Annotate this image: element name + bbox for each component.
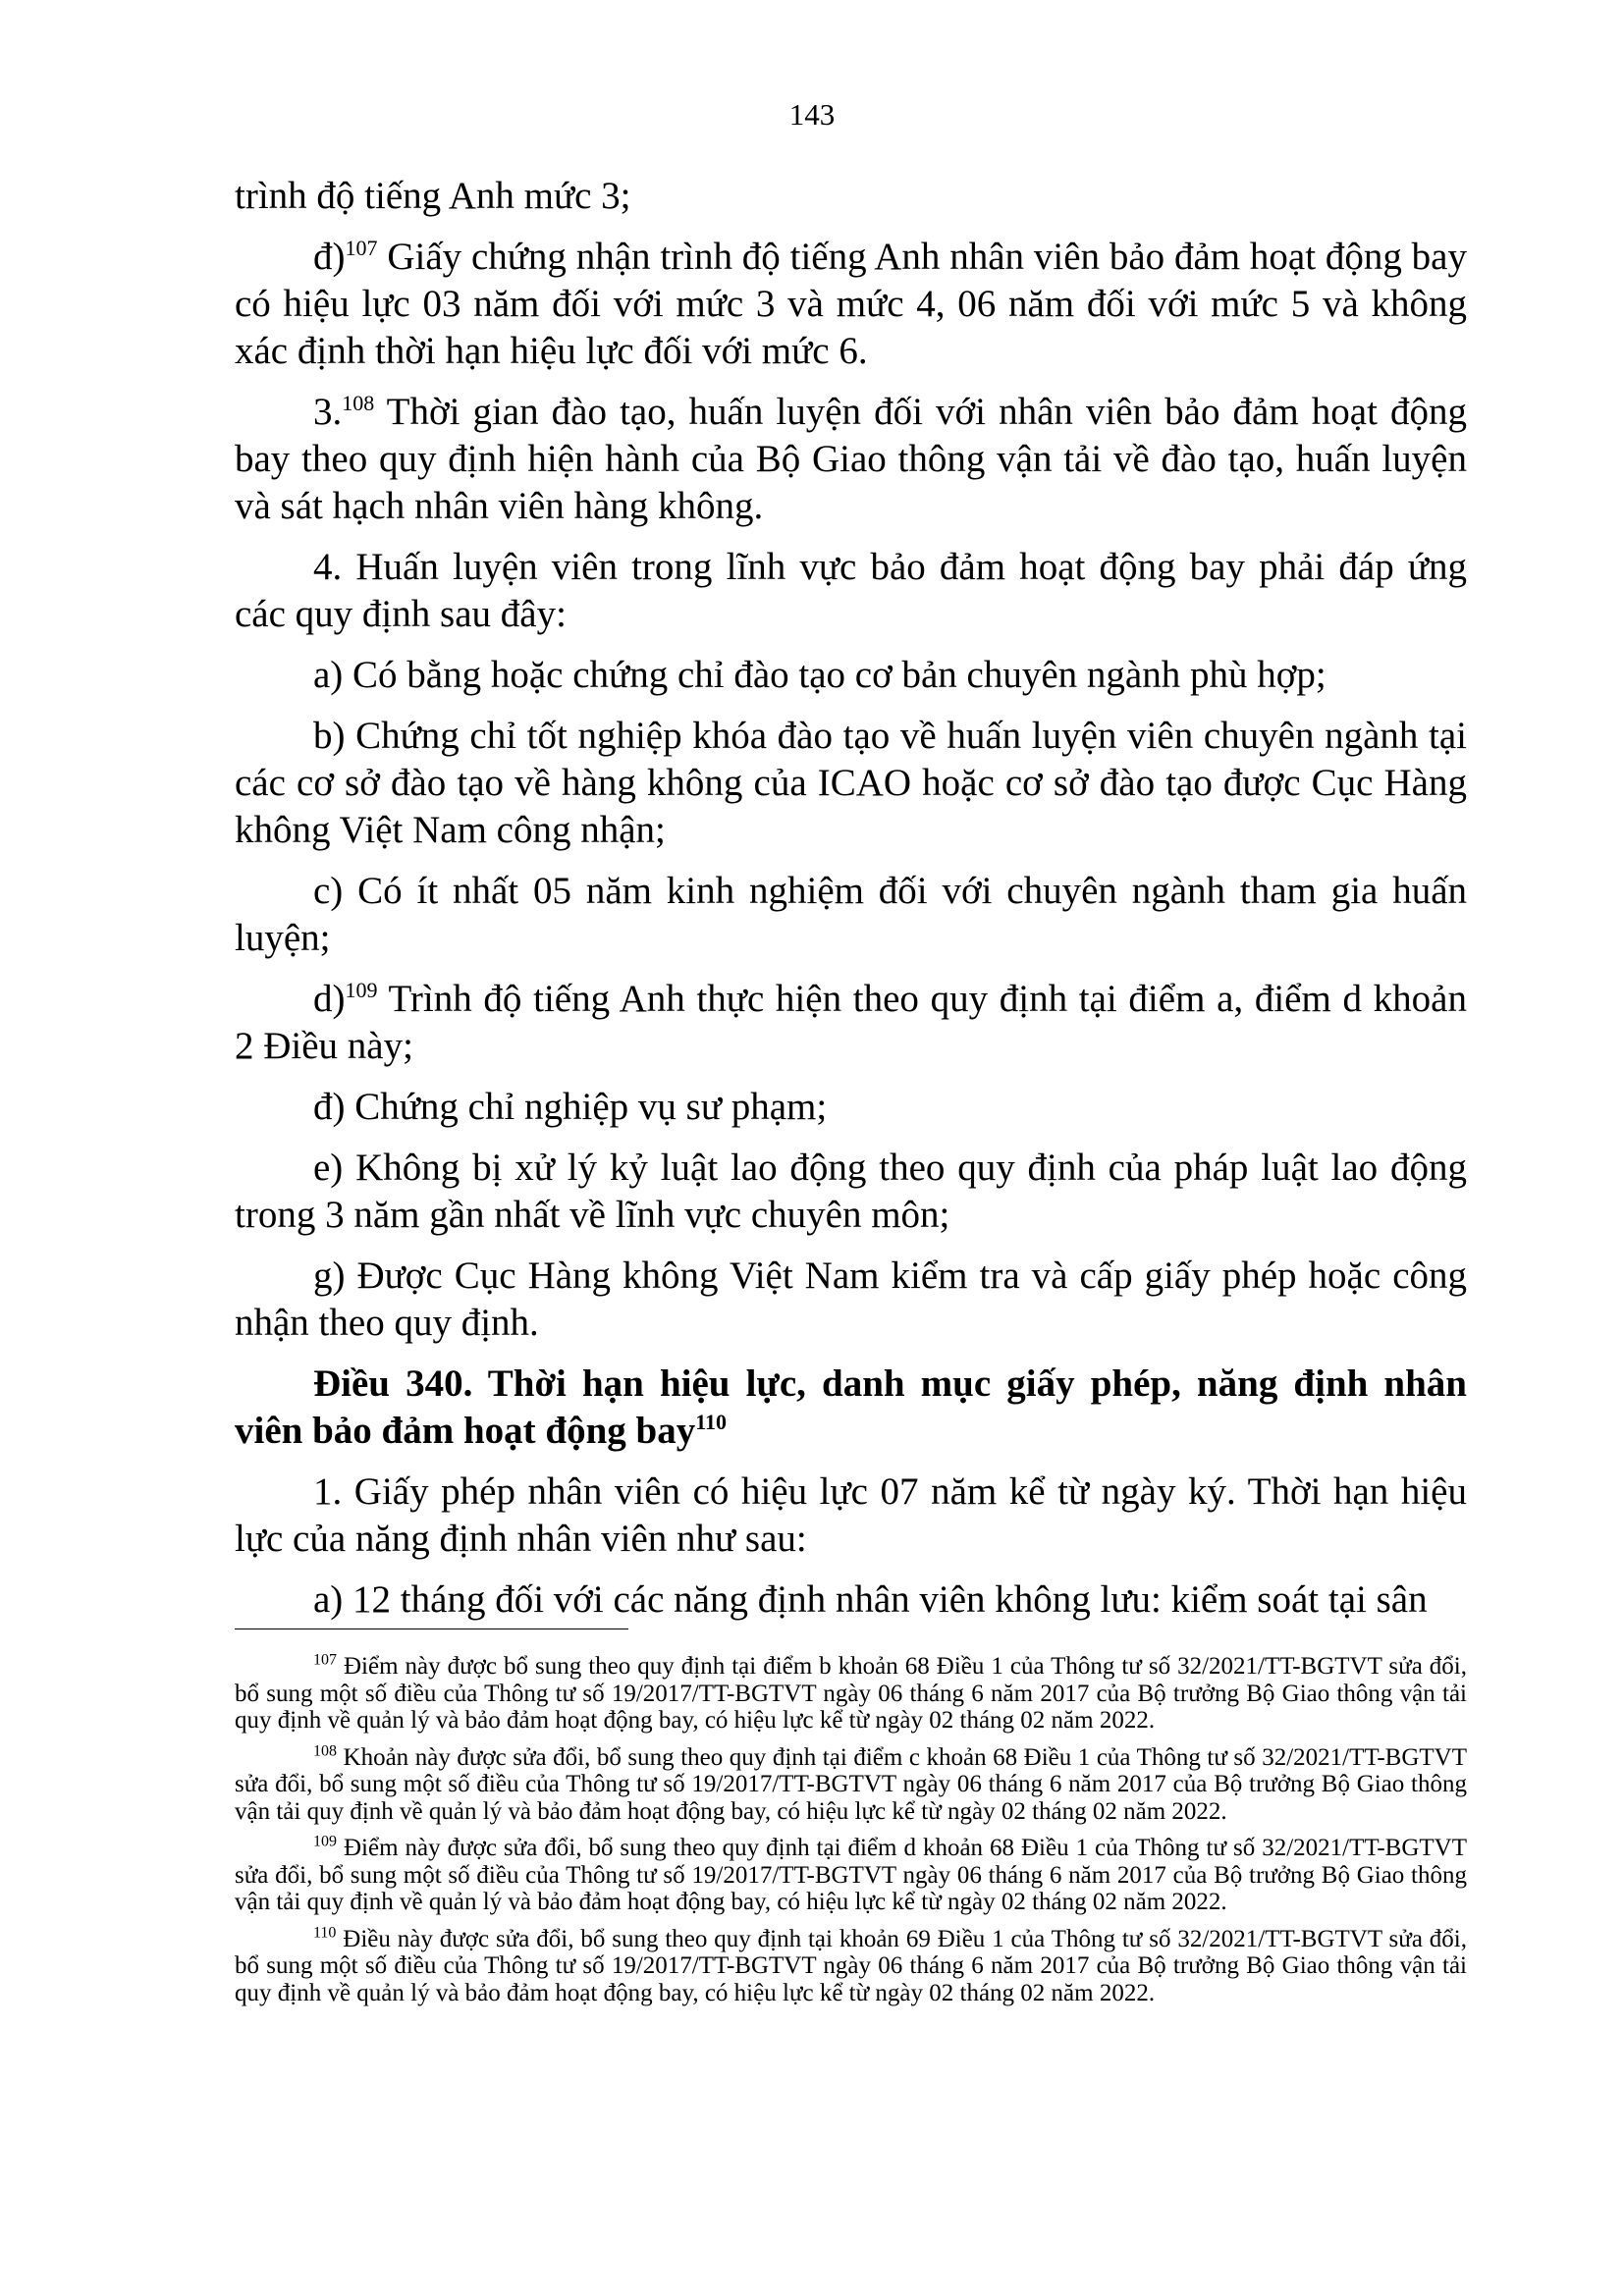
paragraph	[235, 234, 1467, 375]
paragraph	[235, 1084, 1467, 1131]
footnote-number: 109	[313, 1833, 337, 1850]
paragraph-prefix: d)	[313, 978, 346, 1020]
paragraph-text: a) 12 tháng đối với các năng định nhân viên không lưu: kiểm soát tại sân	[313, 1578, 1428, 1621]
footnote	[235, 1653, 1467, 1735]
paragraph	[235, 1468, 1467, 1563]
paragraph-text: Trình độ tiếng Anh thực hiện theo quy định tại điểm a, điểm d khoản 2 Điều này;	[235, 978, 1467, 1067]
footnote-text: Điểm này được bổ sung theo quy định tại điểm b khoản 68 Điều 1 của Thông tư số 32/2021/TT-BGTVT sửa đổi, bổ sung một số điều của Thông tư số 19/2017/TT-BGTVT ngày 06 tháng 6 năm 2017 của Bộ trưởng Bộ Giao thông vận tải quy định về quản lý và bảo đảm hoạt động bay, có hiệu lực kể từ ngày 02 tháng 02 năm 2022.	[235, 1653, 1467, 1734]
paragraph-text: 4. Huấn luyện viên trong lĩnh vực bảo đảm hoạt động bay phải đáp ứng các quy định sau đây:	[235, 546, 1467, 635]
footnotes	[235, 1653, 1467, 2016]
paragraph-text: e) Không bị xử lý kỷ luật lao động theo quy định của pháp luật lao động trong 3 năm gần nhất về lĩnh vực chuyên môn;	[235, 1147, 1467, 1236]
footnote-text: Khoản này được sửa đổi, bổ sung theo quy định tại điểm c khoản 68 Điều 1 của Thông tư số 32/2021/TT-BGTVT sửa đổi, bổ sung một số điều của Thông tư số 19/2017/TT-BGTVT ngày 06 tháng 6 năm 2017 của Bộ trưởng Bộ Giao thông vận tải quy định về quản lý và bảo đảm hoạt động bay, có hiệu lực kể từ ngày 02 tháng 02 năm 2022.	[235, 1743, 1467, 1825]
footnote-ref[interactable]: 108	[342, 391, 375, 415]
paragraph	[235, 868, 1467, 962]
paragraph-text: a) Có bằng hoặc chứng chỉ đào tạo cơ bản chuyên ngành phù hợp;	[313, 654, 1326, 696]
paragraph-text: đ) Chứng chỉ nghiệp vụ sư phạm;	[313, 1086, 828, 1128]
paragraph-text: g) Được Cục Hàng không Việt Nam kiểm tra và cấp giấy phép hoặc công nhận theo quy định.	[235, 1255, 1467, 1344]
article-heading	[235, 1361, 1467, 1455]
footnote	[235, 1835, 1467, 1916]
footnote-ref[interactable]: 109	[345, 978, 378, 1002]
paragraph	[235, 389, 1467, 530]
paragraph	[235, 652, 1467, 699]
paragraph-text: Giấy chứng nhận trình độ tiếng Anh nhân viên bảo đảm hoạt động bay có hiệu lực 03 năm đối với mức 3 và mức 4, 06 năm đối với mức 5 và không xác định thời hạn hiệu lực đối với mức 6.	[235, 236, 1467, 372]
paragraph-text: c) Có ít nhất 05 năm kinh nghiệm đối với chuyên ngành tham gia huấn luyện;	[235, 870, 1467, 959]
article-heading-text: Điều 340. Thời hạn hiệu lực, danh mục giấy phép, năng định nhân viên bảo đảm hoạt động bay	[235, 1362, 1467, 1452]
paragraph	[235, 1253, 1467, 1347]
paragraph	[235, 713, 1467, 854]
paragraph-prefix: 3.	[313, 391, 343, 433]
paragraph	[235, 544, 1467, 638]
paragraph-prefix: đ)	[313, 236, 346, 278]
footnote-text: Điểm này được sửa đổi, bổ sung theo quy định tại điểm d khoản 68 Điều 1 của Thông tư số 32/2021/TT-BGTVT sửa đổi, bổ sung một số điều của Thông tư số 19/2017/TT-BGTVT ngày 06 tháng 6 năm 2017 của Bộ trưởng Bộ Giao thông vận tải quy định về quản lý và bảo đảm hoạt động bay, có hiệu lực kể từ ngày 02 tháng 02 năm 2022.	[235, 1835, 1467, 1915]
paragraph	[235, 1576, 1467, 1624]
footnote-number: 107	[313, 1651, 337, 1669]
page-number: 143	[788, 97, 836, 132]
paragraph-text: Thời gian đào tạo, huấn luyện đối với nhân viên bảo đảm hoạt động bay theo quy định hiện hành của Bộ Giao thông vận tải về đào tạo, huấn luyện và sát hạch nhân viên hàng không.	[235, 391, 1467, 527]
footnote	[235, 1744, 1467, 1826]
footnote-number: 110	[313, 1924, 337, 1942]
paragraph-text: 1. Giấy phép nhân viên có hiệu lực 07 năm kể từ ngày ký. Thời hạn hiệu lực của năng định nhân viên như sau:	[235, 1470, 1467, 1560]
paragraph-text: trình độ tiếng Anh mức 3;	[235, 175, 631, 217]
footnote-ref[interactable]: 110	[695, 1410, 727, 1434]
body-text	[235, 173, 1467, 1637]
paragraph-text: b) Chứng chỉ tốt nghiệp khóa đào tạo về huấn luyện viên chuyên ngành tại các cơ sở đào tạo về hàng không của ICAO hoặc cơ sở đào tạo được Cục Hàng không Việt Nam công nhận;	[235, 715, 1467, 851]
footnote-number: 108	[313, 1742, 337, 1760]
footnote-ref[interactable]: 107	[345, 236, 378, 260]
footnote-text: Điều này được sửa đổi, bổ sung theo quy định tại khoản 69 Điều 1 của Thông tư số 32/2021/TT-BGTVT sửa đổi, bổ sung một số điều của Thông tư số 19/2017/TT-BGTVT ngày 06 tháng 6 năm 2017 của Bộ trưởng Bộ Giao thông vận tải quy định về quản lý và bảo đảm hoạt động bay, có hiệu lực kể từ ngày 02 tháng 02 năm 2022.	[235, 1925, 1467, 2006]
paragraph	[235, 173, 1467, 220]
footnote	[235, 1926, 1467, 2007]
paragraph	[235, 1145, 1467, 1239]
paragraph	[235, 976, 1467, 1070]
